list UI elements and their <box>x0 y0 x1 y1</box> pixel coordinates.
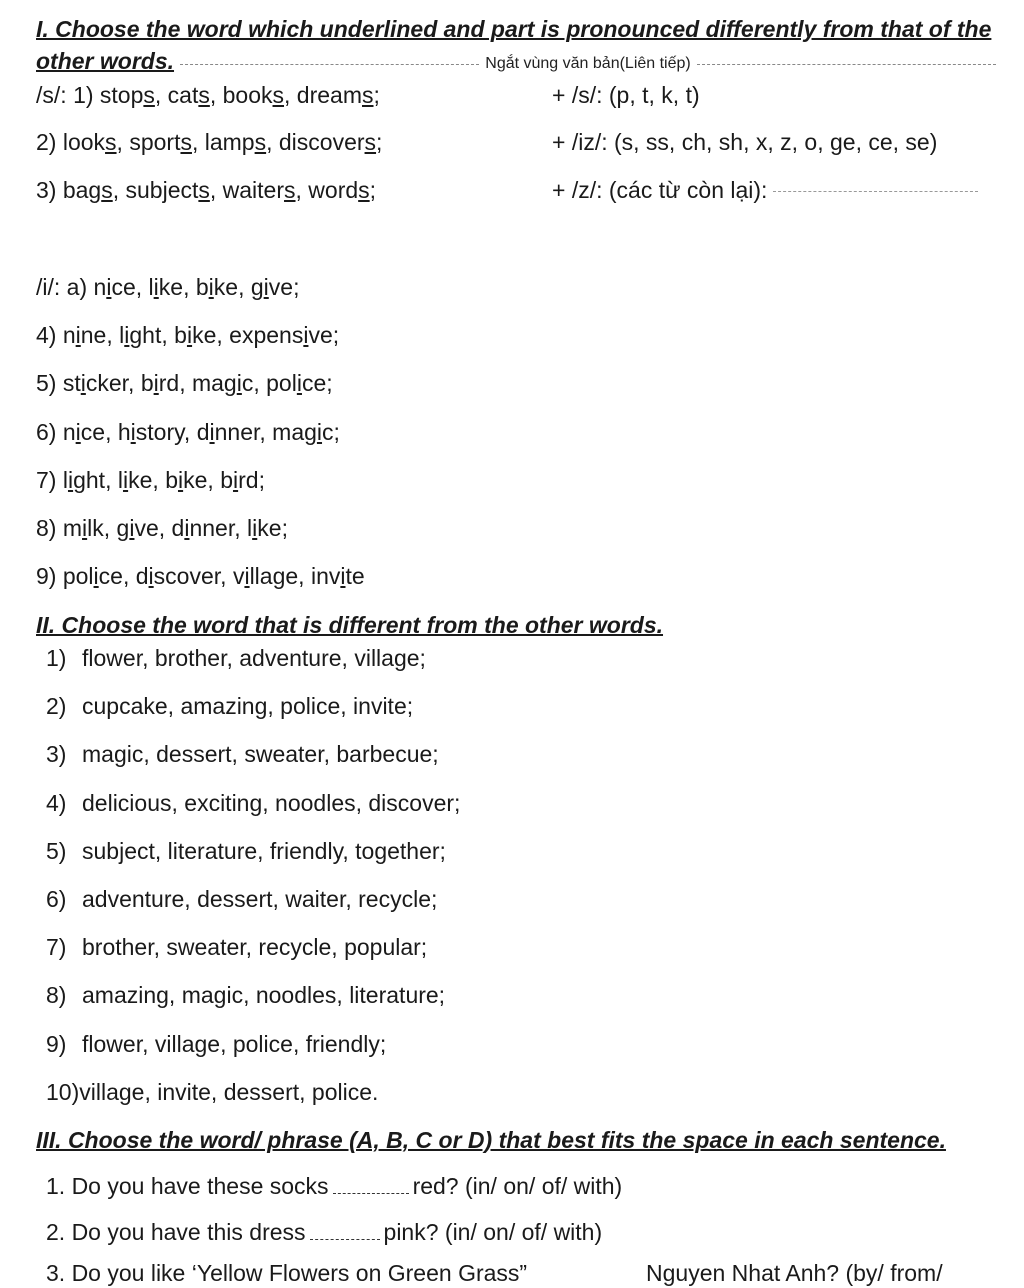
item-word: looks <box>62 129 117 155</box>
underlined-part: i <box>153 370 159 396</box>
item-word: nice <box>62 419 106 445</box>
item-words: amazing, magic, noodles, literature; <box>82 982 446 1009</box>
item-word: waiters <box>222 177 296 203</box>
underlined-part: i <box>296 370 302 396</box>
underlined-part: i <box>186 322 193 348</box>
underlined-part: i <box>263 274 269 300</box>
section-break-label: Ngắt vùng văn bản(Liên tiếp) <box>485 55 691 72</box>
item-number: 3) <box>46 741 67 768</box>
underlined-part: i <box>80 370 86 396</box>
underlined-part: i <box>93 563 99 589</box>
item-word: stops <box>99 82 155 108</box>
section-break-dash-left <box>180 64 479 65</box>
item-word: sticker <box>62 370 129 396</box>
section-2-item <box>46 884 437 914</box>
item-word: lamps <box>204 129 267 155</box>
section-2-item <box>46 932 427 962</box>
underlined-part: s <box>143 82 155 108</box>
section-2-item <box>46 1029 386 1059</box>
item-word: words <box>308 177 370 203</box>
item-1-prefix: 1. Do you have these socks <box>46 1173 329 1199</box>
underlined-part: i <box>67 467 74 493</box>
underlined-part: i <box>252 515 258 541</box>
section-1-item: 9) police, discover, village, invite <box>36 563 365 589</box>
underlined-part: i <box>153 274 159 300</box>
item-number: 5) <box>46 837 67 864</box>
underlined-part: s <box>364 129 377 155</box>
item-word: nine <box>62 322 107 348</box>
sound-label-s: /s/: <box>36 82 74 108</box>
item-word: cats <box>167 82 210 108</box>
item-word: history <box>117 419 184 445</box>
item-word: give <box>116 515 159 541</box>
item-word: light <box>62 467 106 493</box>
underlined-part: i <box>122 467 129 493</box>
section-1-item: 7) light, like, bike, bird; <box>36 467 265 493</box>
item-words: brother, sweater, recycle, popular; <box>82 934 428 961</box>
underlined-part: i <box>184 515 190 541</box>
section-1-item: 2) looks, sports, lamps, discovers; <box>36 129 383 155</box>
underlined-part: i <box>244 563 250 589</box>
item-word: bird <box>220 467 259 493</box>
item-word: magic <box>272 419 334 445</box>
underlined-part: i <box>208 274 214 300</box>
section-2-item <box>46 691 413 721</box>
item-number: 7) <box>46 934 67 961</box>
section-2-item <box>46 1077 378 1107</box>
item-word: bike <box>174 322 217 348</box>
item-words: cupcake, amazing, police, invite; <box>82 693 414 720</box>
item-number: a) <box>66 274 94 300</box>
underlined-part: s <box>198 177 210 203</box>
underlined-part: i <box>209 419 215 445</box>
item-words: subject, literature, friendly, together; <box>82 837 446 864</box>
item-words: magic, dessert, sweater, barbecue; <box>82 741 439 768</box>
section-3-item-2 <box>46 1217 602 1247</box>
underlined-part: s <box>284 177 296 203</box>
item-words: flower, village, police, friendly; <box>82 1030 387 1057</box>
item-number: 6) <box>46 886 67 912</box>
underlined-part: i <box>106 274 112 300</box>
underlined-part: i <box>124 322 130 348</box>
item-words: flower, brother, adventure, village; <box>82 645 426 671</box>
item-word: light <box>119 322 162 348</box>
item-word: discovers <box>278 129 377 155</box>
item-word: village <box>232 563 299 589</box>
underlined-part: s <box>358 177 370 203</box>
item-word: like <box>117 467 153 493</box>
item-word: bird <box>140 370 180 396</box>
rule-s: + /s/: (p, t, k, t) <box>552 82 700 108</box>
section-1-item: /s/: 1) stops, cats, books, dreams; <box>36 82 380 108</box>
item-number: 4) <box>36 322 63 348</box>
section-1-item: 3) bags, subjects, waiters, words; <box>36 177 377 203</box>
item-word: dinner <box>196 419 260 445</box>
item-number: 6) <box>36 419 63 445</box>
rule-z <box>552 175 978 205</box>
item-word: like <box>148 274 184 300</box>
underlined-part: i <box>130 419 136 445</box>
item-number: 9) <box>36 563 63 589</box>
item-word: books <box>222 82 285 108</box>
item-number: 5) <box>36 370 63 396</box>
section-2-item <box>46 643 426 673</box>
underlined-part: i <box>232 467 239 493</box>
item-word: invite <box>310 563 365 589</box>
item-word: magic <box>191 370 254 396</box>
underlined-part: i <box>129 515 135 541</box>
item-number: 10) <box>46 1078 80 1105</box>
item-word: bike <box>195 274 239 300</box>
underlined-part: i <box>148 563 154 589</box>
item-word: like <box>247 515 282 541</box>
underlined-part: s <box>198 82 210 108</box>
underlined-part: s <box>272 82 285 108</box>
underlined-part: i <box>82 515 88 541</box>
section-2-item <box>46 739 439 769</box>
item-word: subjects <box>125 177 210 203</box>
item-2-blank[interactable] <box>310 1221 380 1240</box>
item-words: village, invite, dessert, police. <box>79 1078 379 1105</box>
underlined-part: i <box>236 370 242 396</box>
item-1-blank[interactable] <box>333 1175 409 1194</box>
item-number: 1) <box>46 645 67 671</box>
item-word: sports <box>129 129 192 155</box>
underlined-part: i <box>303 322 309 348</box>
section-2-item <box>46 980 445 1010</box>
item-word: give <box>250 274 294 300</box>
section-1-item: 6) nice, history, dinner, magic; <box>36 419 340 445</box>
item-word: bags <box>62 177 113 203</box>
section-1-heading-line-2: other words. <box>36 48 175 74</box>
rule-z-text: + /z/: (các từ còn lại): <box>552 177 768 203</box>
item-number: 9) <box>46 1030 67 1057</box>
item-word: dreams <box>296 82 374 108</box>
underlined-part: i <box>75 322 81 348</box>
item-word: police <box>62 563 123 589</box>
item-number: 8) <box>36 515 63 541</box>
section-3-item-3-prefix: 3. Do you like ‘Yellow Flowers on Green Grass” <box>46 1260 528 1286</box>
section-3-heading: III. Choose the word/ phrase (A, B, C or D) that best fits the space in each sentence. <box>36 1127 946 1153</box>
underlined-part: s <box>105 129 117 155</box>
section-1-item: 4) nine, light, bike, expensive; <box>36 322 340 348</box>
item-word: expensive <box>229 322 333 348</box>
sound-label-i: /i/: <box>36 274 67 300</box>
item-word: milk <box>62 515 104 541</box>
section-3-item-1 <box>46 1171 622 1201</box>
underlined-part: i <box>177 467 184 493</box>
item-number: 2) <box>46 693 67 720</box>
underlined-part: s <box>362 82 374 108</box>
item-2-prefix: 2. Do you have this dress <box>46 1219 306 1245</box>
section-2-heading: II. Choose the word that is different from the other words. <box>36 612 664 638</box>
section-2-item <box>46 788 460 818</box>
item-words: delicious, exciting, noodles, discover; <box>82 789 461 816</box>
section-2-item <box>46 836 446 866</box>
item-word: discover <box>135 563 221 589</box>
underlined-part: i <box>340 563 346 589</box>
item-number: 2) <box>36 129 63 155</box>
underlined-part: i <box>316 419 323 445</box>
rule-iz: + /iz/: (s, ss, ch, sh, x, z, o, ge, ce, se) <box>552 129 938 155</box>
section-break-marker <box>180 52 996 76</box>
item-number: 8) <box>46 982 67 1009</box>
item-number: 1) <box>73 82 100 108</box>
section-1-item: 5) sticker, bird, magic, police; <box>36 370 333 396</box>
item-number: 4) <box>46 789 67 816</box>
item-word: nice <box>93 274 136 300</box>
item-number: 3) <box>36 177 63 203</box>
underlined-part: s <box>254 129 267 155</box>
section-1-item: 8) milk, give, dinner, like; <box>36 515 288 541</box>
item-word: police <box>266 370 327 396</box>
underlined-part: i <box>75 419 81 445</box>
item-number: 7) <box>36 467 63 493</box>
section-1-item: /i/: a) nice, like, bike, give; <box>36 274 300 300</box>
section-3-item-3-suffix: Nguyen Nhat Anh? (by/ from/ <box>646 1260 943 1286</box>
item-word: dinner <box>171 515 235 541</box>
underlined-part: s <box>101 177 113 203</box>
item-2-suffix: pink? (in/ on/ of/ with) <box>383 1219 603 1245</box>
item-word: bike <box>165 467 208 493</box>
item-words: adventure, dessert, waiter, recycle; <box>82 886 438 912</box>
rule-z-fill-line <box>773 191 978 192</box>
section-break-dash-right <box>697 64 996 65</box>
underlined-part: s <box>180 129 192 155</box>
section-1-heading-line-1: I. Choose the word which underlined and part is pronounced differently from that of the <box>36 16 992 42</box>
item-1-suffix: red? (in/ on/ of/ with) <box>412 1173 623 1199</box>
